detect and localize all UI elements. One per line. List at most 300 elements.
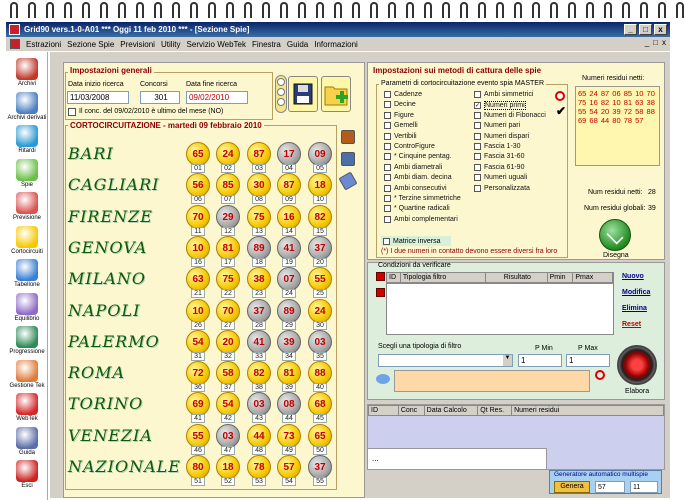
sidebar-item-label: Equilibrio [14,315,40,322]
ball[interactable]: 38 [247,267,271,291]
ball-index: 08 [252,195,266,204]
ball-index: 24 [282,289,296,298]
param-checkbox-row[interactable] [384,164,442,171]
data-fine-field[interactable]: 09/02/2010 [186,91,248,104]
param-checkbox-label: Figure [394,111,414,119]
param-checkbox-label: Fascia 61-90 [484,163,525,171]
wheel-name-firenze: FIRENZE [68,206,153,226]
gears-icon [16,360,38,382]
sidebar-item-archivi[interactable] [6,58,48,87]
param-checkbox[interactable] [474,91,481,98]
sidebar-item-guida[interactable] [6,427,48,456]
window-controls [624,24,667,35]
param-checkbox[interactable] [384,112,391,119]
param-checkbox-label: Numeri uguali [484,174,528,182]
filter-label: Scegli una tipologia di filtro [378,343,462,350]
param-checkbox[interactable] [384,195,391,202]
sidebar-item-label: Archivi derivati [7,114,47,121]
ball-index: 27 [221,321,235,330]
ball-index: 39 [282,383,296,392]
param-checkbox[interactable] [384,91,391,98]
ball[interactable]: 18 [308,173,332,197]
param-checkbox-row[interactable] [474,164,524,171]
param-checkbox-row[interactable] [474,112,546,119]
ball[interactable]: 81 [216,236,240,260]
genera-button[interactable]: Genera [554,481,590,493]
ball[interactable]: 37 [308,455,332,479]
ball[interactable]: 78 [247,455,271,479]
param-checkbox-row[interactable] [384,101,416,108]
param-checkbox-label: Gemelli [394,122,418,130]
ball-index: 35 [313,352,327,361]
ball-index: 02 [221,164,235,173]
ball[interactable]: 10 [186,236,210,260]
ball[interactable]: 54 [186,330,210,354]
sidebar-item-equilibrio[interactable] [6,293,48,322]
spiral-ring [10,2,18,18]
ball[interactable]: 87 [247,142,271,166]
mdi-close-button[interactable]: x [662,38,666,47]
parametri-title: Parametri di cortocircuitazione evento spia MASTER [381,80,545,87]
ball-index: 30 [313,321,327,330]
residui-globali-label: Num residui globali: [584,205,646,212]
ball[interactable]: 81 [277,361,301,385]
param-checkbox-label: Cadenze [394,91,423,98]
ball[interactable]: 03 [308,330,332,354]
ball[interactable]: 18 [216,455,240,479]
ball-index: 43 [252,414,266,423]
spiral-ring [262,2,270,18]
ball[interactable]: 57 [277,455,301,479]
ball-index: 53 [252,477,266,486]
ball-index: 44 [282,414,296,423]
param-checkbox-label: Numeri di Fibonacci [484,111,546,119]
sidebar-item-label: WebTek [16,416,38,422]
ball[interactable]: 82 [308,205,332,229]
sidebar-item-tabellone[interactable] [6,259,48,288]
nuovo-link[interactable]: Nuovo [622,273,644,280]
param-checkbox[interactable] [474,174,481,181]
param-checkbox-label: * Quartine radicali [394,205,450,213]
ball-index: 26 [191,321,205,330]
wheel-name-napoli: NAPOLI [68,300,141,320]
parametri-box [376,84,568,258]
window-title: Grid90 vers.1-0-A01 *** Oggi 11 feb 2010 *** - [Sezione Spie] [24,25,250,34]
ball[interactable]: 10 [186,299,210,323]
folder-add-icon [322,77,350,111]
mdi-minimize-button[interactable]: _ [644,38,650,47]
spiral-ring [676,2,684,18]
param-checkbox[interactable] [384,101,391,108]
ball-index: 22 [221,289,235,298]
ball[interactable]: 65 [186,142,210,166]
disegna-button[interactable] [599,219,631,251]
sidebar-item-spie[interactable] [6,159,48,188]
param-checkbox[interactable] [474,164,481,171]
spiral-ring [658,2,666,18]
param-checkbox[interactable] [474,122,481,129]
bulb-icon [16,226,38,248]
param-checkbox-row[interactable] [384,195,461,202]
ball[interactable]: 30 [247,173,271,197]
param-checkbox[interactable]: ✓ [475,103,481,110]
spiral-ring [352,2,360,18]
mdi-controls [645,38,666,47]
matrice-inversa-row[interactable] [381,236,451,246]
spiral-ring [226,2,234,18]
sidebar-item-label: Archivi [17,81,36,87]
copy-tool-icon[interactable] [341,152,355,166]
close-button[interactable]: x [654,24,667,35]
param-checkbox[interactable] [384,133,391,140]
ball[interactable]: 39 [277,330,301,354]
ball-index: 38 [252,383,266,392]
filter-detail-field[interactable] [394,370,590,392]
spiral-ring [640,2,648,18]
col-pmin: Pmin [548,272,574,283]
footnote: (*) I due numeri in contatto devono essere diversi fra loro [381,248,558,255]
param-checkbox-label: Ambi consecutivi [394,184,447,192]
col-pmax: Pmax [573,272,613,283]
delete-row-icon[interactable] [376,272,385,281]
ball[interactable]: 55 [308,267,332,291]
ball-index: 12 [221,227,235,236]
ball-index: 33 [252,352,266,361]
ball[interactable]: 17 [277,142,301,166]
param-checkbox-label: Personalizzata [484,184,530,192]
wheel-name-nazionale: NAZIONALE [68,457,181,476]
sidebar-item-previsione[interactable] [6,192,48,221]
spiral-ring [532,2,540,18]
spiral-ring [496,2,504,18]
open-folder-button[interactable] [321,76,351,112]
ball[interactable]: 37 [308,236,332,260]
spiral-ring [604,2,612,18]
ball-index: 41 [191,414,205,423]
sidebar-item-gestione-tek[interactable] [6,360,48,389]
wheel-name-roma: ROMA [68,363,126,383]
spiral-ring [388,2,396,18]
elabora-label: Elabora [625,388,650,395]
pmax-label: P Max [578,345,598,352]
grid-tool-icon[interactable] [341,130,355,144]
param-checkbox-row[interactable] [474,122,520,129]
param-checkbox[interactable] [384,122,391,129]
mdi-restore-button[interactable]: □ [653,38,658,47]
menu-guida[interactable]: Guida [286,39,309,49]
param-checkbox-row[interactable] [384,143,435,150]
ball[interactable]: 82 [247,361,271,385]
ball[interactable]: 09 [308,142,332,166]
spy-icon [16,159,38,181]
sidebar-item-label: Spie [20,181,33,188]
disegna-label: Disegna [603,252,629,259]
spiral-ring [118,2,126,18]
ball-index: 50 [313,446,327,455]
param-checkbox[interactable] [384,174,391,181]
param-checkbox[interactable] [384,205,391,212]
edit-row-icon[interactable] [376,288,385,297]
param-checkbox-row[interactable] [384,112,414,119]
wheel-name-venezia: VENEZIA [68,425,153,445]
data-inizio-label: Data inizio ricerca [68,81,124,88]
chevron-down-icon[interactable]: ▼ [503,355,512,366]
residui-list: 65 24 87 06 85 10 70 75 16 82 10 81 63 38 55 54 20 39 72 58 88 69 68 44 80 78 57 [575,86,660,166]
status-field [367,448,547,470]
ball[interactable]: 65 [308,424,332,448]
param-checkbox[interactable] [384,143,391,150]
param-checkbox[interactable] [474,185,481,192]
param-checkbox-row[interactable] [474,174,527,181]
ball[interactable]: 03 [247,392,271,416]
concorsi-field[interactable]: 301 [140,91,180,104]
menu-informazioni[interactable]: Informazioni [314,39,358,49]
sidebar-item-label: Previsione [12,215,41,221]
sidebar-item-esci[interactable] [6,460,48,489]
sidebar-item-progressione[interactable] [6,326,48,355]
sidebar-item-ritardi[interactable] [6,125,48,154]
ball[interactable]: 72 [186,361,210,385]
ball[interactable]: 73 [277,424,301,448]
ball-index: 21 [191,289,205,298]
condizioni-grid[interactable] [386,283,614,335]
ball[interactable]: 44 [247,424,271,448]
param-checkbox-row[interactable] [474,133,529,140]
ball[interactable]: 41 [247,330,271,354]
menu-finestra[interactable]: Finestra [251,39,281,49]
spiral-ring [208,2,216,18]
ball[interactable]: 89 [277,299,301,323]
ball[interactable]: 69 [186,392,210,416]
ball-index: 01 [191,164,205,173]
param-checkbox-row[interactable] [384,122,418,129]
sidebar-item-cortocircuiti[interactable] [6,226,48,255]
ball[interactable]: 56 [186,173,210,197]
param-checkbox-row[interactable] [384,153,452,160]
minimize-button[interactable]: _ [624,24,637,35]
lights-icon[interactable] [275,75,287,113]
ball-index: 13 [252,227,266,236]
param-checkbox-row[interactable] [474,185,530,192]
param-checkbox[interactable] [474,112,481,119]
wheel-name-cagliari: CAGLIARI [68,175,160,195]
condizioni-grid-header [386,272,614,283]
ball-index: 07 [221,195,235,204]
ball-index: 18 [252,258,266,267]
refresh-icon [607,228,624,245]
param-checkbox-label: Ambi complementari [394,215,458,223]
genera-select-1[interactable]: 57 [595,481,625,493]
spiral-ring [100,2,108,18]
ball[interactable]: 24 [308,299,332,323]
param-checkbox-row[interactable] [384,216,458,223]
data-inizio-field[interactable]: 11/03/2008 [67,91,129,104]
ball-index: 45 [313,414,327,423]
ball[interactable]: 70 [216,299,240,323]
param-checkbox-row[interactable] [474,91,533,98]
menu-sezione-spie[interactable]: Sezione Spie [67,39,115,49]
ball-index: 34 [282,352,296,361]
pmax-select[interactable]: 1 [566,354,610,367]
floppy-icon [289,77,317,111]
ball[interactable]: 20 [216,330,240,354]
ball[interactable]: 07 [277,267,301,291]
residui-netti-label: Num residui netti: [588,189,643,196]
menu-servizio-webtek[interactable]: Servizio WebTek [186,39,246,49]
pmin-select[interactable]: 1 [518,354,562,367]
ball[interactable]: 80 [186,455,210,479]
ball[interactable]: 85 [216,173,240,197]
ball-index: 20 [313,258,327,267]
ball[interactable]: 16 [277,205,301,229]
maximize-button[interactable]: □ [639,24,652,35]
sidebar-item-archivi-derivati[interactable] [6,92,48,121]
elimina-link[interactable]: Elimina [622,305,647,312]
ball-index: 10 [313,195,327,204]
spiral-ring [154,2,162,18]
sidebar-item-label: Cortocircuiti [11,248,43,255]
col-results-id: ID [369,405,399,416]
param-checkbox-row[interactable] [384,91,422,98]
ball[interactable]: 70 [186,205,210,229]
param-checkbox-row[interactable] [474,101,526,110]
ultimo-mese-label: Il conc. del 09/02/2010 è ultimo del mese (NO) [79,108,224,115]
param-checkbox[interactable] [384,153,391,160]
param-checkbox[interactable] [384,164,391,171]
ball-index: 42 [221,414,235,423]
menu-bar [6,37,670,51]
residui-title: Numeri residui netti: [582,75,645,82]
ball[interactable]: 03 [216,424,240,448]
wheel-name-bari: BARI [68,144,114,163]
exit-icon [16,460,38,482]
genera-select-2[interactable]: 11 [630,481,658,493]
elabora-button[interactable] [617,345,657,385]
ball-index: 14 [282,227,296,236]
param-checkbox-label: * Terzine simmetriche [394,195,461,202]
ball-index: 48 [252,446,266,455]
save-button[interactable] [288,76,318,112]
data-fine-label: Data fine ricerca [186,81,237,88]
param-checkbox-row[interactable] [474,153,524,160]
ball[interactable]: 55 [186,424,210,448]
ball-index: 23 [252,289,266,298]
clear-icon[interactable] [595,370,605,380]
ball-index: 28 [252,321,266,330]
modifica-link[interactable]: Modifica [622,289,651,296]
param-checkbox[interactable] [384,216,391,223]
book-icon [16,58,38,80]
notebook-spiral [0,0,684,22]
menu-utility[interactable]: Utility [160,39,181,49]
residui-globali-value: 39 [648,205,656,212]
param-checkbox-row[interactable] [384,174,452,181]
param-checkbox-label: Ambi simmetrici [484,91,534,98]
col-qt-res: Qt Res. [478,405,512,416]
title-bar [6,22,670,37]
sidebar-item-label: Tabellone [14,282,40,288]
param-checkbox[interactable] [474,143,481,150]
ball[interactable]: 29 [216,205,240,229]
param-checkbox-row[interactable] [384,133,417,140]
ball-index: 11 [191,227,205,236]
menu-previsioni[interactable]: Previsioni [120,39,155,49]
col-data-calcolo: Data Calcolo [425,405,479,416]
ball[interactable]: 89 [247,236,271,260]
param-checkbox-label: Fascia 1-30 [484,143,521,150]
param-checkbox-row[interactable] [384,185,447,192]
ball[interactable]: 63 [186,267,210,291]
spiral-ring [298,2,306,18]
ball[interactable]: 87 [277,173,301,197]
menu-estrazioni[interactable]: Estrazioni [26,39,62,49]
param-checkbox-row[interactable] [474,143,521,150]
pmin-label: P Min [535,345,553,352]
diamond-icon [376,374,390,384]
sidebar-item-label: Guida [18,449,35,456]
ball-index: 06 [191,195,205,204]
param-checkbox-row[interactable] [384,205,450,212]
ball[interactable]: 75 [247,205,271,229]
condizioni-title: Condizioni da verificare [378,262,451,269]
spiral-ring [370,2,378,18]
generatore-box [549,470,662,494]
reset-link[interactable]: Reset [622,321,642,328]
status-text: ... [372,454,379,463]
ball[interactable]: 41 [277,236,301,260]
generatore-title: Generatore automatico multispie [554,471,648,478]
ball-index: 31 [191,352,205,361]
param-checkbox[interactable] [384,185,391,192]
ball-index: 04 [282,164,296,173]
ball[interactable]: 54 [216,392,240,416]
matrice-inversa-label: Matrice inversa [393,237,441,245]
web-icon [16,393,38,415]
col-risultato: Risultato [486,272,547,283]
ultimo-mese-checkbox[interactable] [68,108,76,116]
param-checkbox-label: Fascia 31-60 [484,153,525,161]
spiral-ring [190,2,198,18]
ball-index: 25 [313,289,327,298]
wheel-name-torino: TORINO [68,394,144,414]
spiral-ring [514,2,522,18]
ball[interactable]: 68 [308,392,332,416]
spiral-ring [622,2,630,18]
param-checkbox[interactable] [474,133,481,140]
calendar-icon [16,259,38,281]
param-checkbox[interactable] [474,153,481,160]
ball[interactable]: 58 [216,361,240,385]
filter-select[interactable] [378,354,513,367]
ball-index: 40 [313,383,327,392]
ball[interactable]: 75 [216,267,240,291]
sidebar-item-webtek[interactable] [6,393,48,422]
no-icon[interactable] [555,91,565,101]
ball[interactable]: 37 [247,299,271,323]
ball[interactable]: 24 [216,142,240,166]
ball-index: 16 [191,258,205,267]
ball-index: 55 [313,477,327,486]
ball-index: 05 [313,164,327,173]
ball-index: 19 [282,258,296,267]
ball[interactable]: 88 [308,361,332,385]
matrice-inversa-checkbox[interactable] [383,238,390,245]
ball-index: 29 [282,321,296,330]
spiral-ring [568,2,576,18]
folder-icon [16,92,38,114]
ball-index: 54 [282,477,296,486]
ball[interactable]: 08 [277,392,301,416]
